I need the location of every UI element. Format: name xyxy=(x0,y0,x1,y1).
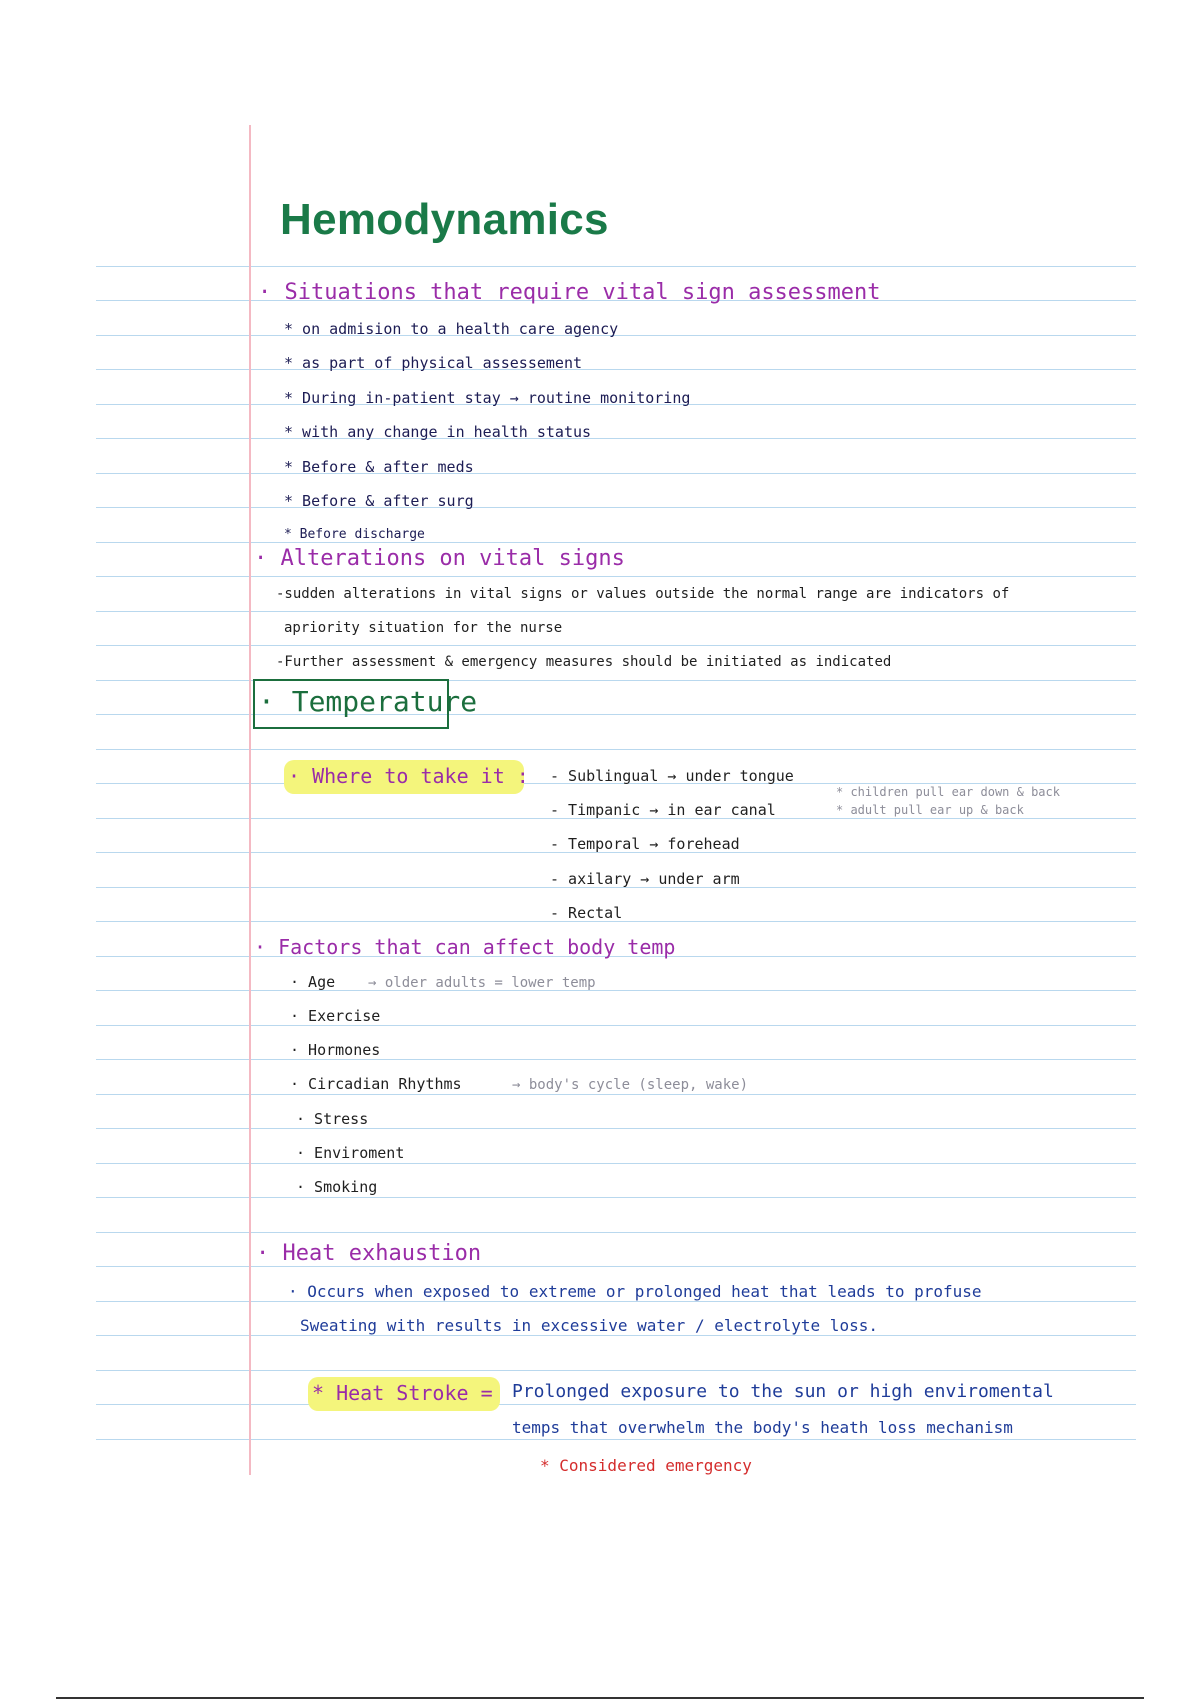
temperature-site: - Timpanic → in ear canal xyxy=(550,801,776,819)
factors-item: · Circadian Rhythms xyxy=(290,1075,462,1093)
margin-line xyxy=(249,125,251,1475)
temperature-site: - axilary → under arm xyxy=(550,870,740,888)
situations-heading: · Situations that require vital sign assessment xyxy=(258,280,881,305)
situations-item: * with any change in health status xyxy=(284,423,592,441)
ear-note: * children pull ear down & back xyxy=(836,785,1060,799)
factors-item: · Stress xyxy=(296,1110,369,1128)
heat-exhaustion-line: · Occurs when exposed to extreme or prolonged heat that leads to profuse xyxy=(288,1282,982,1301)
temperature-site: - Rectal xyxy=(550,904,623,922)
alterations-line: -Further assessment & emergency measures should be initiated as indicated xyxy=(276,654,892,670)
situations-item: * as part of physical assessement xyxy=(284,354,583,372)
page-bottom-border xyxy=(56,1697,1144,1699)
alterations-line: apriority situation for the nurse xyxy=(284,620,563,636)
factors-heading: · Factors that can affect body temp xyxy=(254,935,676,959)
alterations-heading: · Alterations on vital signs xyxy=(254,546,625,571)
factors-item: · Exercise xyxy=(290,1007,381,1025)
situations-item: * During in-patient stay → routine monitoring xyxy=(284,389,691,407)
situations-item: * Before discharge xyxy=(284,527,425,542)
alterations-line: -sudden alterations in vital signs or values outside the normal range are indicators of xyxy=(276,586,1010,602)
ear-note: * adult pull ear up & back xyxy=(836,803,1024,817)
factors-item: · Hormones xyxy=(290,1041,381,1059)
temperature-heading: · Temperature xyxy=(258,685,478,718)
factors-item: · Age xyxy=(290,973,336,991)
factors-item: · Smoking xyxy=(296,1178,378,1196)
heat-exhaustion-heading: · Heat exhaustion xyxy=(256,1241,482,1266)
heat-stroke-line: Prolonged exposure to the sun or high enviromental xyxy=(512,1381,1054,1402)
temperature-site: - Sublingual → under tongue xyxy=(550,767,794,785)
situations-item: * Before & after surg xyxy=(284,492,474,510)
heat-stroke-label: * Heat Stroke = xyxy=(312,1381,493,1405)
circadian-note: → body's cycle (sleep, wake) xyxy=(512,1077,749,1093)
age-note: → older adults = lower temp xyxy=(368,975,596,991)
factors-item: · Enviroment xyxy=(296,1144,405,1162)
temperature-site: - Temporal → forehead xyxy=(550,835,740,853)
heat-stroke-line: temps that overwhelm the body's heath loss mechanism xyxy=(512,1418,1013,1437)
situations-item: * Before & after meds xyxy=(284,458,474,476)
emergency-note: * Considered emergency xyxy=(540,1456,752,1475)
page-title: Hemodynamics xyxy=(280,195,609,244)
where-label: · Where to take it : xyxy=(288,764,529,788)
situations-item: * on admision to a health care agency xyxy=(284,320,619,338)
heat-exhaustion-line: Sweating with results in excessive water / electrolyte loss. xyxy=(300,1316,878,1335)
